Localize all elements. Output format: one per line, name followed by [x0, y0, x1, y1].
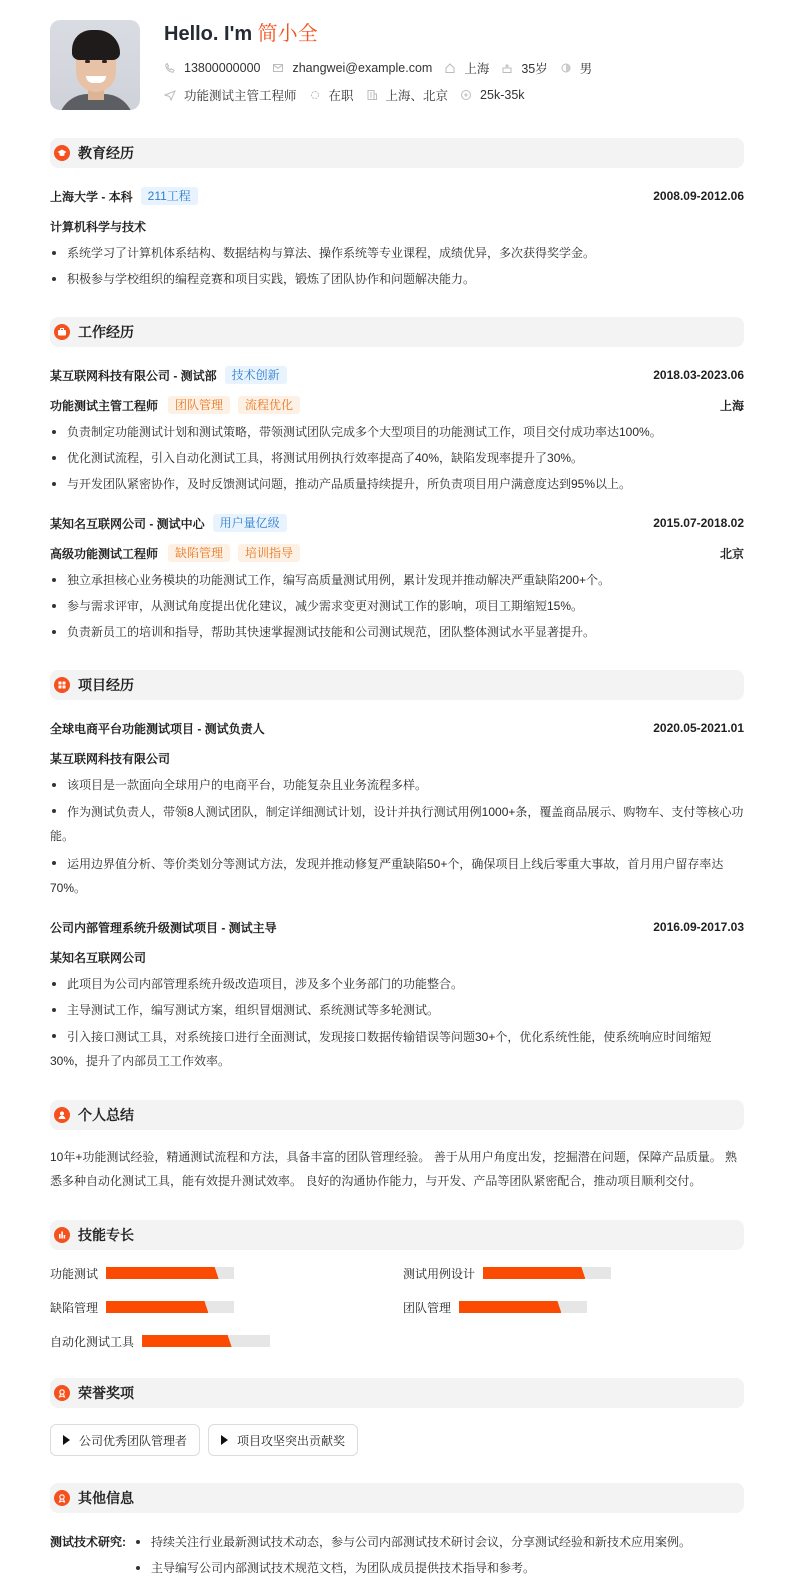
work-date: 2018.03-2023.06: [653, 368, 744, 382]
award-chip: 公司优秀团队管理者: [50, 1424, 200, 1456]
skill-item: 功能测试: [50, 1263, 403, 1283]
title-tag: 流程优化: [238, 396, 300, 414]
greeting-text: Hello. I'm: [164, 23, 253, 45]
work-location: 北京: [719, 546, 744, 561]
skill-bar: [459, 1301, 587, 1313]
list-item: 系统学习了计算机体系结构、数据结构与算法、操作系统等专业课程，成绩优异，多次获得奖学金。: [50, 242, 744, 264]
other-info: [50, 1531, 744, 1583]
list-item: 作为测试负责人，带领8人测试团队，制定详细测试计划，设计并执行测试用例1000+条，覆盖商品展示、购物车、支付等核心功能。: [50, 800, 744, 848]
section-projects: 项目经历: [50, 670, 744, 700]
skill-bar: [483, 1267, 611, 1279]
play-triangle-icon: [63, 1435, 70, 1445]
list-item: 与开发团队紧密协作，及时反馈测试问题，推动产品质量持续提升，所负责项目用户满意度达到95%以上。: [50, 473, 744, 495]
school-name: 上海大学 - 本科: [50, 189, 133, 204]
avatar: [50, 20, 140, 110]
graduation-cap-icon: [54, 145, 70, 161]
job-title: 功能测试主管工程师: [50, 398, 159, 413]
list-item: 主导测试工作，编写测试方案，组织冒烟测试、系统测试等多轮测试。: [50, 999, 744, 1021]
salary-icon: [460, 89, 472, 101]
award-icon: [54, 1490, 70, 1506]
project-date: 2020.05-2021.01: [653, 721, 744, 735]
list-item: 积极参与学校组织的编程竞赛和项目实践，锻炼了团队协作和问题解决能力。: [50, 268, 744, 290]
title-tag: 缺陷管理: [168, 544, 230, 562]
company-tag: 用户量亿级: [213, 514, 287, 532]
other-label: 测试技术研究:: [50, 1535, 126, 1549]
email: zhangwei@example.com: [272, 61, 432, 75]
play-triangle-icon: [221, 1435, 228, 1445]
list-item: 优化测试流程，引入自动化测试工具，将测试用例执行效率提高了40%，缺陷发现率提升了30%。: [50, 447, 744, 469]
skill-bar: [106, 1301, 234, 1313]
list-item: 该项目是一款面向全球用户的电商平台，功能复杂且业务流程多样。: [50, 774, 744, 796]
cake-icon: [501, 62, 513, 74]
education-date: 2008.09-2012.06: [653, 189, 744, 203]
list-item: 独立承担核心业务模块的功能测试工作，编写高质量测试用例，累计发现并推动解决严重缺陷200+个。: [50, 569, 744, 591]
project-company: 某互联网科技有限公司: [50, 751, 171, 766]
section-summary: 个人总结: [50, 1100, 744, 1130]
profile-header: [50, 20, 744, 110]
project-company: 某知名互联网公司: [50, 950, 147, 965]
contact-row: [164, 59, 604, 77]
job-title: 高级功能测试工程师: [50, 546, 159, 561]
list-item: 持续关注行业最新测试技术动态，参与公司内部测试技术研讨会议，分享测试经验和新技术应用案例。: [134, 1531, 691, 1553]
list-item: 此项目为公司内部管理系统升级改造项目，涉及多个业务部门的功能整合。: [50, 973, 744, 995]
work-date: 2015.07-2018.02: [653, 516, 744, 530]
section-education: 教育经历: [50, 138, 744, 168]
phone: 13800000000: [164, 61, 260, 75]
section-work: 工作经历: [50, 317, 744, 347]
list-item: 引入接口测试工具，对系统接口进行全面测试，发现接口数据传输错误等问题30+个，优化系统性能，使系统响应时间缩短30%，提升了内部员工工作效率。: [50, 1025, 744, 1073]
skill-bar: [142, 1335, 270, 1347]
status-icon: [309, 89, 321, 101]
job-intent-row: [164, 86, 604, 104]
list-item: 负责新员工的培训和指导，帮助其快速掌握测试技能和公司测试规范，团队整体测试水平显著提升。: [50, 621, 744, 643]
school-tag: 211工程: [141, 187, 198, 205]
project-date: 2016.09-2017.03: [653, 920, 744, 934]
target-position: 功能测试主管工程师: [164, 86, 297, 104]
project-entry: [50, 917, 744, 1073]
section-awards: 荣誉奖项: [50, 1378, 744, 1408]
project-name: 全球电商平台功能测试项目 - 测试负责人: [50, 721, 265, 736]
gender-icon: [560, 62, 572, 74]
work-entry: [50, 513, 744, 643]
target-cities: 上海、北京: [366, 86, 449, 104]
section-other: 其他信息: [50, 1483, 744, 1513]
company-name: 某互联网科技有限公司 - 测试部: [50, 368, 217, 383]
summary-text: 10年+功能测试经验，精通测试流程和方法，具备丰富的团队管理经验。 善于从用户角度出发，挖掘潜在问题，保障产品质量。 熟悉多种自动化测试工具，能有效提升测试效率。 良好的沟通协作能力，与开发、产品等团队紧密配合，推动项目顺利交付。: [50, 1150, 738, 1188]
title-tag: 团队管理: [168, 396, 230, 414]
skill-item: 自动化测试工具: [50, 1331, 403, 1351]
company-name: 某知名互联网公司 - 测试中心: [50, 516, 205, 531]
awards-list: [50, 1424, 744, 1456]
grid-icon: [54, 677, 70, 693]
list-item: 负责制定功能测试计划和测试策略，带领测试团队完成多个大型项目的功能测试工作，项目交付成功率达100%。: [50, 421, 744, 443]
gender: 男: [560, 59, 593, 77]
company-tag: 技术创新: [225, 366, 287, 384]
skill-item: 缺陷管理: [50, 1297, 403, 1317]
send-icon: [164, 89, 176, 101]
mail-icon: [272, 62, 284, 74]
skill-bar: [106, 1267, 234, 1279]
candidate-name: 简小全: [257, 23, 318, 45]
major: 计算机科学与技术: [50, 219, 147, 234]
education-entry: [50, 186, 744, 290]
skills-grid: [50, 1263, 744, 1351]
award-icon: [54, 1385, 70, 1401]
briefcase-icon: [54, 324, 70, 340]
building-icon: [366, 89, 378, 101]
greeting-title: [164, 21, 604, 47]
skill-item: 团队管理: [403, 1297, 744, 1317]
list-item: 主导编写公司内部测试技术规范文档，为团队成员提供技术指导和参考。: [134, 1557, 691, 1579]
list-item: 运用边界值分析、等价类划分等测试方法，发现并推动修复严重缺陷50+个，确保项目上线后零重大事故，首月用户留存率达70%。: [50, 852, 744, 900]
home-icon: [444, 62, 456, 74]
project-entry: [50, 718, 744, 900]
work-entry: [50, 365, 744, 495]
salary: 25k-35k: [460, 88, 524, 102]
project-name: 公司内部管理系统升级测试项目 - 测试主导: [50, 920, 277, 935]
bar-chart-icon: [54, 1227, 70, 1243]
title-tag: 培训指导: [238, 544, 300, 562]
phone-icon: [164, 62, 176, 74]
list-item: 参与需求评审，从测试角度提出优化建议，减少需求变更对测试工作的影响，项目工期缩短15%。: [50, 595, 744, 617]
city: 上海: [444, 59, 489, 77]
award-chip: 项目攻坚突出贡献奖: [208, 1424, 358, 1456]
skill-item: 测试用例设计: [403, 1263, 744, 1283]
age: 35岁: [501, 59, 547, 77]
user-icon: [54, 1107, 70, 1123]
work-location: 上海: [719, 398, 744, 413]
employment-status: 在职: [309, 86, 354, 104]
section-skills: 技能专长: [50, 1220, 744, 1250]
